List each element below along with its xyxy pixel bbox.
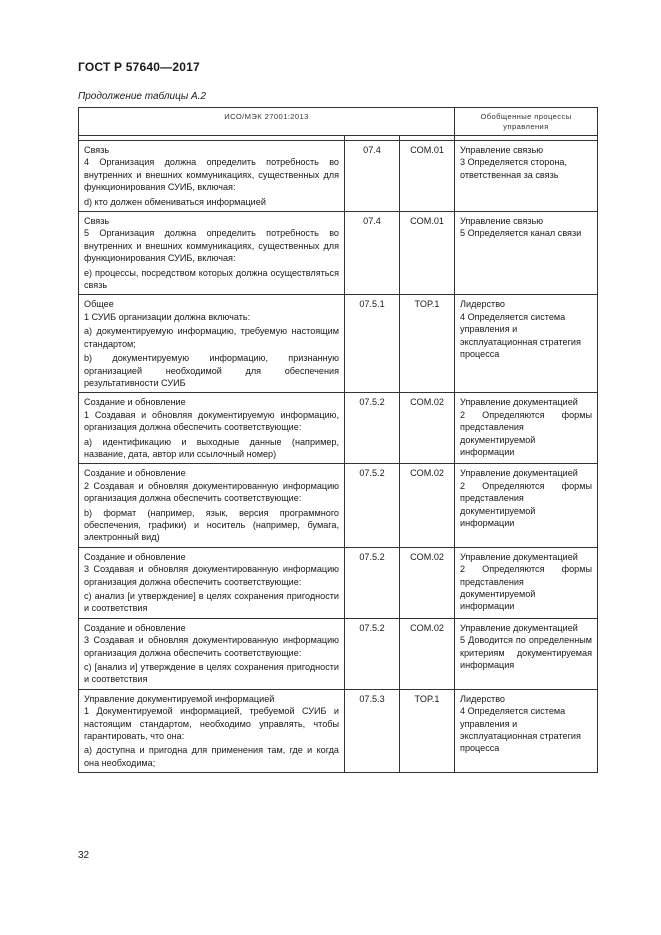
requirement-text: 3 Создавая и обновляя документированную информацию организация должна обеспечить соответствующие: bbox=[84, 564, 339, 587]
process-code-cell: COM.02 bbox=[400, 547, 455, 618]
requirement-cell bbox=[79, 212, 345, 295]
document-code: ГОСТ Р 57640—2017 bbox=[78, 60, 200, 74]
requirement-item: a) доступна и пригодна для применения там, где и когда она необходима; bbox=[84, 745, 339, 768]
clause-cell: 07.5.2 bbox=[345, 547, 400, 618]
process-code-cell: TOP.1 bbox=[400, 689, 455, 772]
requirement-item: e) процессы, посредством которых должна осуществляться связь bbox=[84, 267, 339, 291]
process-detail: 3 Определяется сторона, ответственная за связь bbox=[460, 157, 568, 180]
process-cell bbox=[455, 141, 598, 212]
process-name: Лидерство bbox=[460, 299, 505, 310]
requirement-item: d) кто должен обмениваться информацией bbox=[84, 196, 266, 207]
clause-cell: 07.5.1 bbox=[345, 295, 400, 393]
process-name: Управление документацией bbox=[460, 622, 578, 633]
process-name: Управление документацией bbox=[460, 397, 578, 408]
requirement-cell bbox=[79, 689, 345, 772]
process-name: Управление связью bbox=[460, 145, 544, 155]
clause-cell: 07.5.2 bbox=[345, 464, 400, 547]
requirement-title: Создание и обновление bbox=[84, 622, 186, 633]
table-row bbox=[79, 393, 598, 464]
clause-cell: 07.4 bbox=[345, 212, 400, 295]
requirement-title: Создание и обновление bbox=[84, 397, 186, 408]
process-cell bbox=[455, 618, 598, 689]
requirement-title: Создание и обновление bbox=[84, 551, 186, 562]
requirement-title: Связь bbox=[84, 216, 110, 227]
requirement-cell bbox=[79, 464, 345, 547]
requirement-text: 1 Создавая и обновляя документируемую информацию, организация должна обеспечить соответствующие: bbox=[84, 409, 339, 433]
requirement-cell bbox=[79, 295, 345, 393]
table-row bbox=[79, 212, 598, 295]
process-detail: 2 Определяются формы представления документируемой информации bbox=[460, 409, 593, 457]
table-row bbox=[79, 295, 598, 393]
clause-cell: 07.5.2 bbox=[345, 393, 400, 464]
requirement-text: 4 Организация должна определить потребность во внутренних и внешних коммуникациях, существенных для функционирования СУИБ, включая: bbox=[84, 157, 339, 193]
mapping-table bbox=[78, 107, 598, 773]
requirement-cell bbox=[79, 393, 345, 464]
table-row bbox=[79, 689, 598, 772]
process-cell bbox=[455, 212, 598, 295]
requirement-text: 1 Документируемой информацией, требуемой СУИБ и настоящим стандартом, необходимо управлять, чтобы гарантировать, что она: bbox=[84, 706, 339, 742]
process-cell bbox=[455, 295, 598, 393]
requirement-title: Связь bbox=[84, 145, 110, 155]
requirement-item: b) документируемую информацию, признанную организацией необходимой для обеспечения результативности СУИБ bbox=[84, 353, 339, 388]
requirement-item: a) идентификацию и выходные данные (например, название, дата, автор или ссылочный номер) bbox=[84, 436, 339, 459]
clause-cell: 07.5.2 bbox=[345, 618, 400, 689]
requirement-cell bbox=[79, 547, 345, 618]
requirement-item: c) анализ [и утверждение] в целях сохранения пригодности и соответствия bbox=[84, 591, 339, 614]
column-header-standard: ИСО/МЭК 27001:2013 bbox=[79, 108, 455, 136]
process-detail: 4 Определяется система управления и эксплуатационная стратегия процесса bbox=[460, 311, 581, 360]
process-cell bbox=[455, 689, 598, 772]
process-detail: 5 Определяется канал связи bbox=[460, 228, 582, 239]
process-code-cell: COM.02 bbox=[400, 618, 455, 689]
table-row bbox=[79, 141, 598, 212]
page-number: 32 bbox=[78, 850, 90, 861]
requirement-item: b) формат (например, язык, версия программного обеспечения, графики) и носитель (например, бумага, электронный вид) bbox=[84, 507, 339, 543]
requirement-text: 5 Организация должна определить потребность во внутренних и внешних коммуникациях, существенных для функционирования СУИБ, включая: bbox=[84, 228, 339, 264]
clause-cell: 07.5.3 bbox=[345, 689, 400, 772]
requirement-text: 3 Создавая и обновляя документированную информацию организация должна обеспечить соответствующие: bbox=[84, 635, 339, 658]
column-header-processes: Обобщенные процессы управления bbox=[455, 108, 598, 136]
process-cell bbox=[455, 393, 598, 464]
process-code-cell: COM.01 bbox=[400, 141, 455, 212]
process-code-cell: COM.02 bbox=[400, 393, 455, 464]
process-name: Лидерство bbox=[460, 693, 505, 704]
process-detail: 4 Определяется система управления и эксплуатационная стратегия процесса bbox=[460, 706, 581, 754]
requirement-cell bbox=[79, 618, 345, 689]
requirement-item: c) [анализ и] утверждение в целях сохранения пригодности и соответствия bbox=[84, 662, 339, 685]
requirement-text: 1 СУИБ организации должна включать: bbox=[84, 311, 251, 322]
table-row bbox=[79, 464, 598, 547]
table-row bbox=[79, 618, 598, 689]
table-row bbox=[79, 547, 598, 618]
requirement-cell bbox=[79, 141, 345, 212]
process-cell bbox=[455, 464, 598, 547]
requirement-title: Управление документируемой информацией bbox=[84, 693, 275, 704]
table-header-row bbox=[79, 108, 598, 136]
process-name: Управление документацией bbox=[460, 468, 578, 479]
process-code-cell: TOP.1 bbox=[400, 295, 455, 393]
process-cell bbox=[455, 547, 598, 618]
requirement-title: Общее bbox=[84, 299, 114, 310]
table-continuation-caption: Продолжение таблицы А.2 bbox=[78, 91, 206, 102]
process-detail: 2 Определяются формы представления документируемой информации bbox=[460, 564, 593, 612]
process-name: Управление связью bbox=[460, 216, 544, 227]
requirement-item: a) документируемую информацию, требуемую настоящим стандартом; bbox=[84, 326, 339, 349]
process-detail: 2 Определяются формы представления документируемой информации bbox=[460, 480, 593, 528]
requirement-title: Создание и обновление bbox=[84, 468, 186, 479]
process-name: Управление документацией bbox=[460, 551, 578, 562]
clause-cell: 07.4 bbox=[345, 141, 400, 212]
process-code-cell: COM.01 bbox=[400, 212, 455, 295]
requirement-text: 2 Создавая и обновляя документированную информацию организация должна обеспечить соответствующие: bbox=[84, 480, 339, 504]
process-code-cell: COM.02 bbox=[400, 464, 455, 547]
process-detail: 5 Доводится по определенным критериям документируемая информация bbox=[460, 635, 593, 671]
